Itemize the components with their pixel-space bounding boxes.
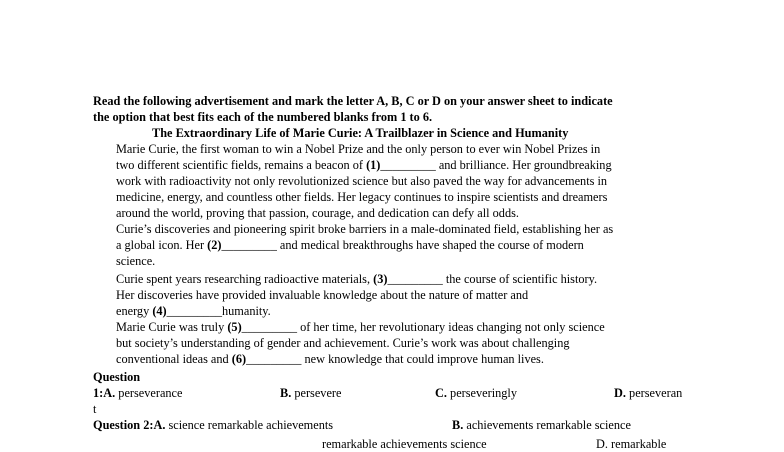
question-1-label: 1: [93, 386, 104, 400]
question-2-option-c-cut: remarkable achievements science [322, 437, 487, 451]
passage-text: a global icon. Her [116, 238, 208, 252]
passage-line [116, 303, 271, 319]
passage-text: and brilliance. Her groundbreaking [435, 158, 612, 172]
question-1-option-c[interactable] [435, 385, 517, 401]
passage-text: conventional ideas and [116, 352, 232, 366]
passage-line: around the world, proving that passion, courage, and dedication can defy all odds. [116, 206, 519, 220]
passage-line [116, 237, 584, 253]
blank-3-label: (3) [373, 272, 388, 286]
option-text: science remarkable achievements [165, 418, 334, 432]
question-1-option-d-wrap: t [93, 402, 97, 416]
passage-line [116, 319, 605, 335]
blank-6: _________ [246, 352, 302, 366]
option-letter: B. [280, 386, 292, 400]
passage-text: and medical breakthroughs have shaped the course of modern [276, 238, 584, 252]
passage-text: energy [116, 304, 153, 318]
question-1-option-d[interactable] [614, 385, 682, 401]
passage-text: new knowledge that could improve human lives. [301, 352, 544, 366]
blank-4: _________ [166, 304, 222, 318]
option-text: persevere [291, 386, 342, 400]
passage-text: Marie Curie was truly [116, 320, 228, 334]
blank-2-label: (2) [207, 238, 222, 252]
passage-line: Curie’s discoveries and pioneering spirit broke barriers in a male-dominated field, establishing her as [116, 222, 614, 236]
instruction-line-2: the option that best fits each of the numbered blanks from 1 to 6. [93, 110, 433, 124]
passage-text: the course of scientific history. [442, 272, 598, 286]
question-2-option-d-cut: D. remarkable [596, 437, 667, 451]
option-text: perseveringly [446, 386, 517, 400]
question-1-option-b[interactable] [280, 385, 341, 401]
option-letter: D. [614, 386, 626, 400]
passage-line [116, 271, 597, 287]
option-text: achievements remarkable science [463, 418, 631, 432]
blank-5-label: (5) [227, 320, 242, 334]
question-1-heading: Question [93, 370, 141, 384]
passage-line: Her discoveries have provided invaluable knowledge about the nature of matter and [116, 288, 529, 302]
option-text: perseveran [625, 386, 683, 400]
option-letter: B. [452, 418, 464, 432]
passage-text: Curie spent years researching radioactive materials, [116, 272, 374, 286]
option-letter: A. [153, 418, 166, 432]
passage-line: work with radioactivity not only revolutionized science but also paved the way for advancements in [116, 174, 608, 188]
blank-2: _________ [221, 238, 277, 252]
option-text: perseverance [115, 386, 183, 400]
blank-6-label: (6) [231, 352, 247, 366]
blank-1-label: (1) [366, 158, 381, 172]
question-2-option-b[interactable] [452, 417, 631, 433]
passage-text: of her time, her revolutionary ideas changing not only science [297, 320, 605, 334]
passage-line: Marie Curie, the first woman to win a Nobel Prize and the only person to ever win Nobel Prizes in [116, 142, 601, 156]
passage-line: but society’s understanding of gender and achievement. Curie’s work was about challenging [116, 336, 570, 350]
passage-text: humanity. [222, 304, 271, 318]
option-letter: C. [435, 386, 447, 400]
question-2-label: Question 2: [93, 418, 154, 432]
passage-title: The Extraordinary Life of Marie Curie: A Trailblazer in Science and Humanity [152, 126, 569, 140]
blank-1: _________ [380, 158, 436, 172]
option-letter: A. [103, 386, 116, 400]
blank-3: _________ [387, 272, 443, 286]
instruction-line-1: Read the following advertisement and mark the letter A, B, C or D on your answer sheet to indicate [93, 94, 613, 108]
passage-line: medicine, energy, and countless other fields. Her legacy continues to inspire scientists and dreamers [116, 190, 608, 204]
blank-5: _________ [241, 320, 298, 334]
question-1-option-a[interactable] [93, 385, 182, 401]
passage-line [116, 157, 612, 173]
question-2-option-a[interactable] [93, 417, 333, 433]
blank-4-label: (4) [152, 304, 167, 318]
passage-line: science. [116, 254, 156, 268]
passage-text: two different scientific fields, remains a beacon of [116, 158, 367, 172]
passage-line [116, 351, 544, 367]
